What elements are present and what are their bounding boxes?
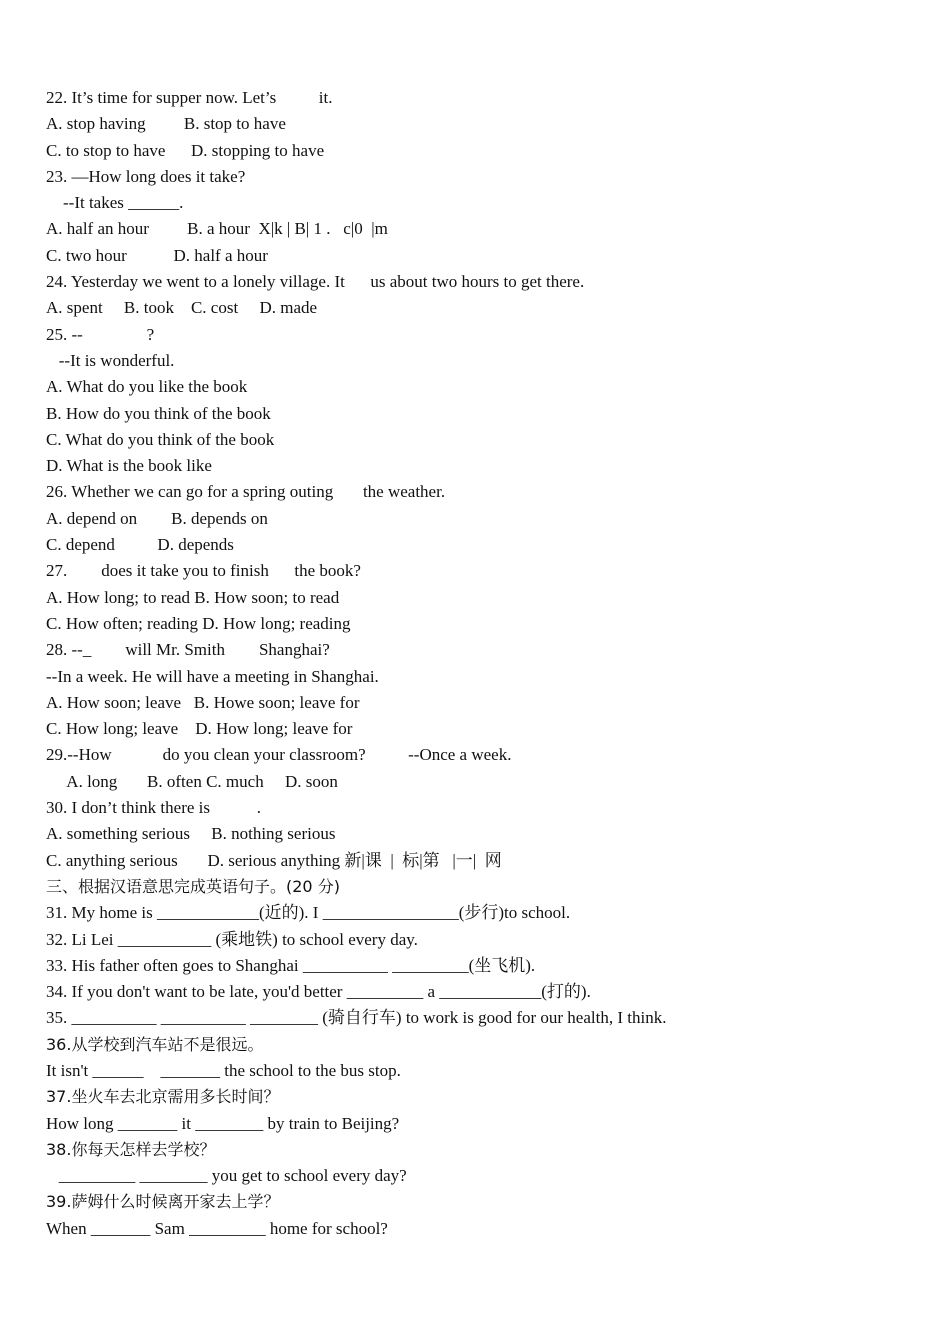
options-22-cd: C. to stop to have D. stopping to have — [46, 140, 325, 160]
question-29: 29.--How do you clean your classroom? --Once a week. — [46, 745, 512, 765]
options-24: A. spent B. took C. cost D. made — [46, 298, 318, 318]
answer-39: When _______ Sam _________ home for school? — [46, 1218, 388, 1238]
options-30-ab: A. something serious B. nothing serious — [46, 824, 336, 844]
question-32: 32. Li Lei ___________ (乘地铁) to school every day. — [46, 929, 418, 949]
options-27-ab: A. How long; to read B. How soon; to read — [46, 587, 340, 607]
options-29: A. long B. often C. much D. soon — [46, 771, 338, 791]
question-27: 27. does it take you to finish the book? — [46, 561, 361, 581]
question-23: 23. —How long does it take? — [46, 166, 246, 186]
question-39: 39.萨姆什么时候离开家去上学？ — [46, 1192, 280, 1212]
options-23-cd: C. two hour D. half a hour — [46, 245, 268, 265]
answer-37: How long _______ it ________ by train to Beijing? — [46, 1113, 400, 1133]
option-25-d: D. What is the book like — [46, 456, 212, 476]
section-heading: 三、根据汉语意思完成英语句子。(20 分) — [46, 876, 340, 896]
question-28: 28. --_ will Mr. Smith Shanghai? — [46, 640, 330, 660]
question-38: 38.你每天怎样去学校？ — [46, 1139, 216, 1159]
question-31: 31. My home is ____________(近的). I ________________(步行)to school. — [46, 903, 571, 923]
question-22: 22. It’s time for supper now. Let’s it. — [46, 88, 333, 107]
options-23-ab: A. half an hour B. a hour X|k | B| 1 . c|0 |m — [46, 219, 388, 239]
question-34: 34. If you don't want to be late, you'd better _________ a ____________(打的). — [46, 982, 591, 1002]
options-27-cd: C. How often; reading D. How long; reading — [46, 613, 351, 633]
question-30: 30. I don’t think there is . — [46, 798, 261, 818]
question-36: 36.从学校到汽车站不是很远。 — [46, 1034, 264, 1054]
answer-38: _________ ________ you get to school every day? — [46, 1166, 407, 1186]
options-26-ab: A. depend on B. depends on — [46, 508, 268, 528]
option-25-a: A. What do you like the book — [46, 377, 248, 397]
question-35: 35. __________ __________ ________ (骑自行车) to work is good for our health, I think. — [46, 1008, 667, 1028]
option-25-b: B. How do you think of the book — [46, 403, 271, 423]
answer-36: It isn't ______ _______ the school to the bus stop. — [46, 1060, 401, 1080]
question-33: 33. His father often goes to Shanghai __________ _________(坐飞机). — [46, 955, 536, 975]
question-24: 24. Yesterday we went to a lonely village. It us about two hours to get there. — [46, 272, 585, 292]
answer-prompt-28: --In a week. He will have a meeting in Shanghai. — [46, 666, 379, 686]
document-page — [46, 85, 916, 1242]
options-26-cd: C. depend D. depends — [46, 535, 234, 555]
options-30-cd: C. anything serious D. serious anything 新|课 | 标|第 |一| 网 — [46, 850, 502, 870]
options-28-ab: A. How soon; leave B. Howe soon; leave for — [46, 692, 360, 712]
option-25-c: C. What do you think of the book — [46, 429, 275, 449]
question-37: 37.坐火车去北京需用多长时间？ — [46, 1087, 280, 1107]
question-25: 25. -- ? — [46, 324, 155, 344]
options-22-ab: A. stop having B. stop to have — [46, 114, 286, 134]
options-28-cd: C. How long; leave D. How long; leave for — [46, 719, 353, 739]
answer-prompt-23: --It takes ______. — [46, 193, 184, 213]
question-26: 26. Whether we can go for a spring outing the weather. — [46, 482, 446, 502]
answer-prompt-25: --It is wonderful. — [46, 350, 175, 370]
